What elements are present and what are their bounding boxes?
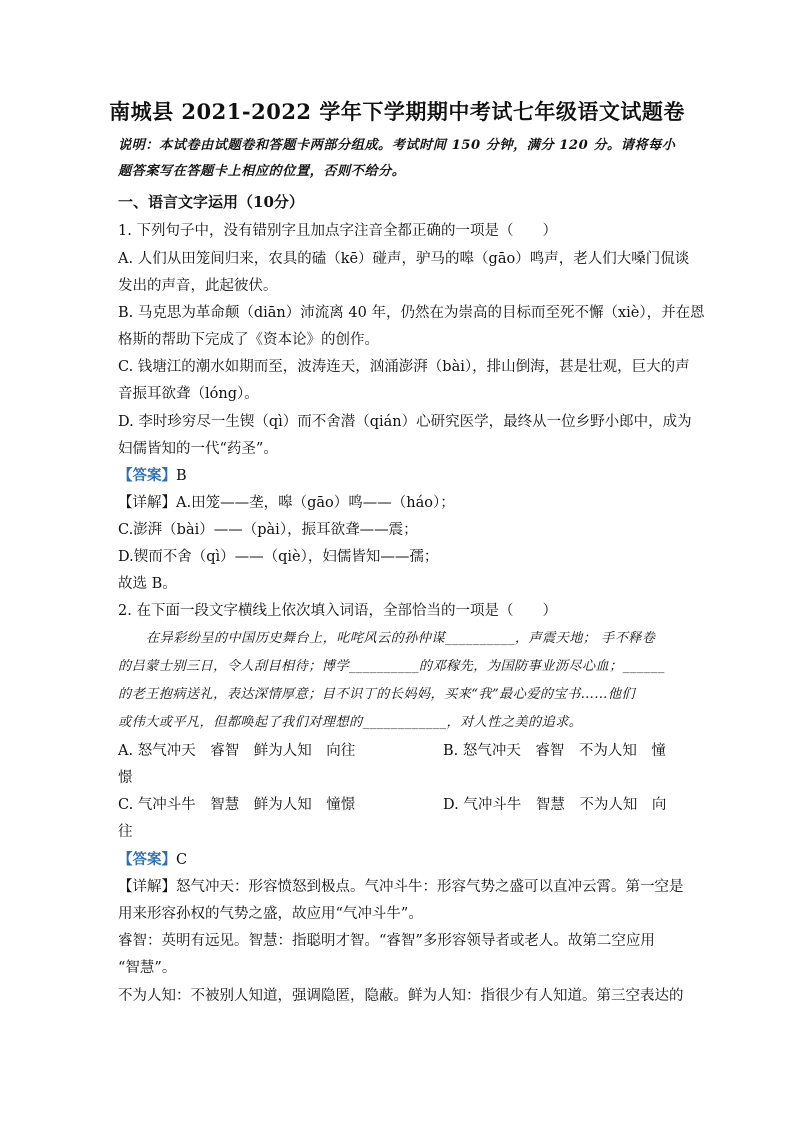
- q2-passage-1: 在异彩纷呈的中国历史舞台上，叱咤风云的孙仲谋__________，声震天地； 手不释卷: [146, 631, 656, 646]
- q2-detail-3: 睿智：英明有远见。智慧：指聪明才智。“睿智”多形容领导者或老人。故第二空应用: [118, 933, 655, 949]
- q2-answer: [118, 849, 678, 871]
- q1-option-a: A. 人们从田笼间归来，农具的磕（kē）碰声，驴马的嗥（gāo）鸣声，老人们大嗓门侃谈: [118, 251, 690, 267]
- q1-option-b-cont: 格斯的帮助下完成了《资本论》的创作。: [118, 332, 379, 348]
- answer-tag: 【答案】: [118, 467, 176, 484]
- q2-detail-1: 【详解】怒气冲天：形容愤怒到极点。气冲斗牛：形容气势之盛可以直冲云霄。第一空是: [118, 879, 684, 895]
- q2-passage-4: 或伟大或平凡，但都唤起了我们对理想的____________，对人性之美的追求。: [118, 715, 583, 730]
- page-title: 南城县 2021-2022 学年下学期期中考试七年级语文试题卷: [109, 99, 685, 124]
- answer-tag: 【答案】: [118, 851, 176, 868]
- q2-option-d-cont: 往: [118, 824, 133, 840]
- q1-option-a-cont: 发出的声音，此起彼伏。: [118, 278, 278, 294]
- q1-detail-1: 【详解】A.田笼——垄，嗥（gāo）鸣——（háo）；: [118, 495, 455, 511]
- q2-option-d: D. 气冲斗牛 智慧 不为人知 向: [443, 797, 667, 813]
- q2-detail-5: 不为人知：不被别人知道，强调隐匿，隐蔽。鲜为人知：指很少有人知道。第三空表达的: [118, 988, 684, 1004]
- q2-detail-4: “智慧”。: [118, 960, 177, 976]
- q1-detail-4: 故选 B。: [118, 576, 177, 592]
- q2-options-row-1: [118, 740, 678, 762]
- q1-option-c-cont: 音振耳欲聋（lóng）。: [118, 386, 259, 402]
- section-heading: 一、语言文字运用（10分）: [118, 193, 304, 211]
- q2-option-c: C. 气冲斗牛 智慧 鲜为人知 憧憬: [118, 797, 356, 813]
- q1-stem: 1. 下列句子中，没有错别字且加点字注音全都正确的一项是（ ）: [118, 223, 557, 239]
- q2-option-a: A. 怒气冲天 睿智 鲜为人知 向往: [118, 743, 356, 759]
- q1-answer: [118, 465, 678, 487]
- q2-passage-2: 的吕蒙士别三日，令人刮目相待；博学__________的邓稼先，为国防事业沥尽心血；______: [118, 659, 665, 674]
- q2-detail-2: 用来形容孙权的气势之盛，故应用“气冲斗牛”。: [118, 906, 423, 922]
- note-line-1: 说明：本试卷由试题卷和答题卡两部分组成。考试时间 150 分钟，满分 120 分。请将每小: [118, 138, 676, 153]
- q2-option-b-cont: 憬: [118, 770, 133, 786]
- q2-passage-3: 的老王抱病送礼，表达深情厚意；目不识丁的长妈妈，买来“我”最心爱的宝书……他们: [118, 687, 636, 702]
- q1-detail-3: D.锲而不舍（qì）——（qiè），妇儒皆知——孺；: [118, 549, 439, 565]
- q2-option-b: B. 怒气冲天 睿智 不为人知 憧: [443, 743, 666, 759]
- q1-detail-2: C.澎湃（bài）——（pài），振耳欲聋——震；: [118, 522, 418, 538]
- q1-option-c: C. 钱塘江的潮水如期而至，波涛连天，汹涌澎湃（bài），排山倒海，甚是壮观，巨大的声: [118, 359, 690, 375]
- q2-options-row-2: [118, 794, 678, 816]
- q1-option-d-cont: 妇儒皆知的一代“药圣”。: [118, 441, 278, 457]
- answer-value: C: [176, 852, 188, 868]
- answer-value: B: [176, 468, 187, 484]
- q2-stem: 2. 在下面一段文字横线上依次填入词语，全部恰当的一项是（ ）: [118, 603, 557, 619]
- q1-option-d: D. 李时珍穷尽一生锲（qì）而不舍潜（qián）心研究医学，最终从一位乡野小郎中，成为: [118, 414, 692, 430]
- q1-option-b: B. 马克思为革命颠（diān）沛流离 40 年，仍然在为崇高的目标而至死不懈（xiè），并在恩: [118, 305, 705, 321]
- note-line-2: 题答案写在答题卡上相应的位置，否则不给分。: [118, 164, 406, 179]
